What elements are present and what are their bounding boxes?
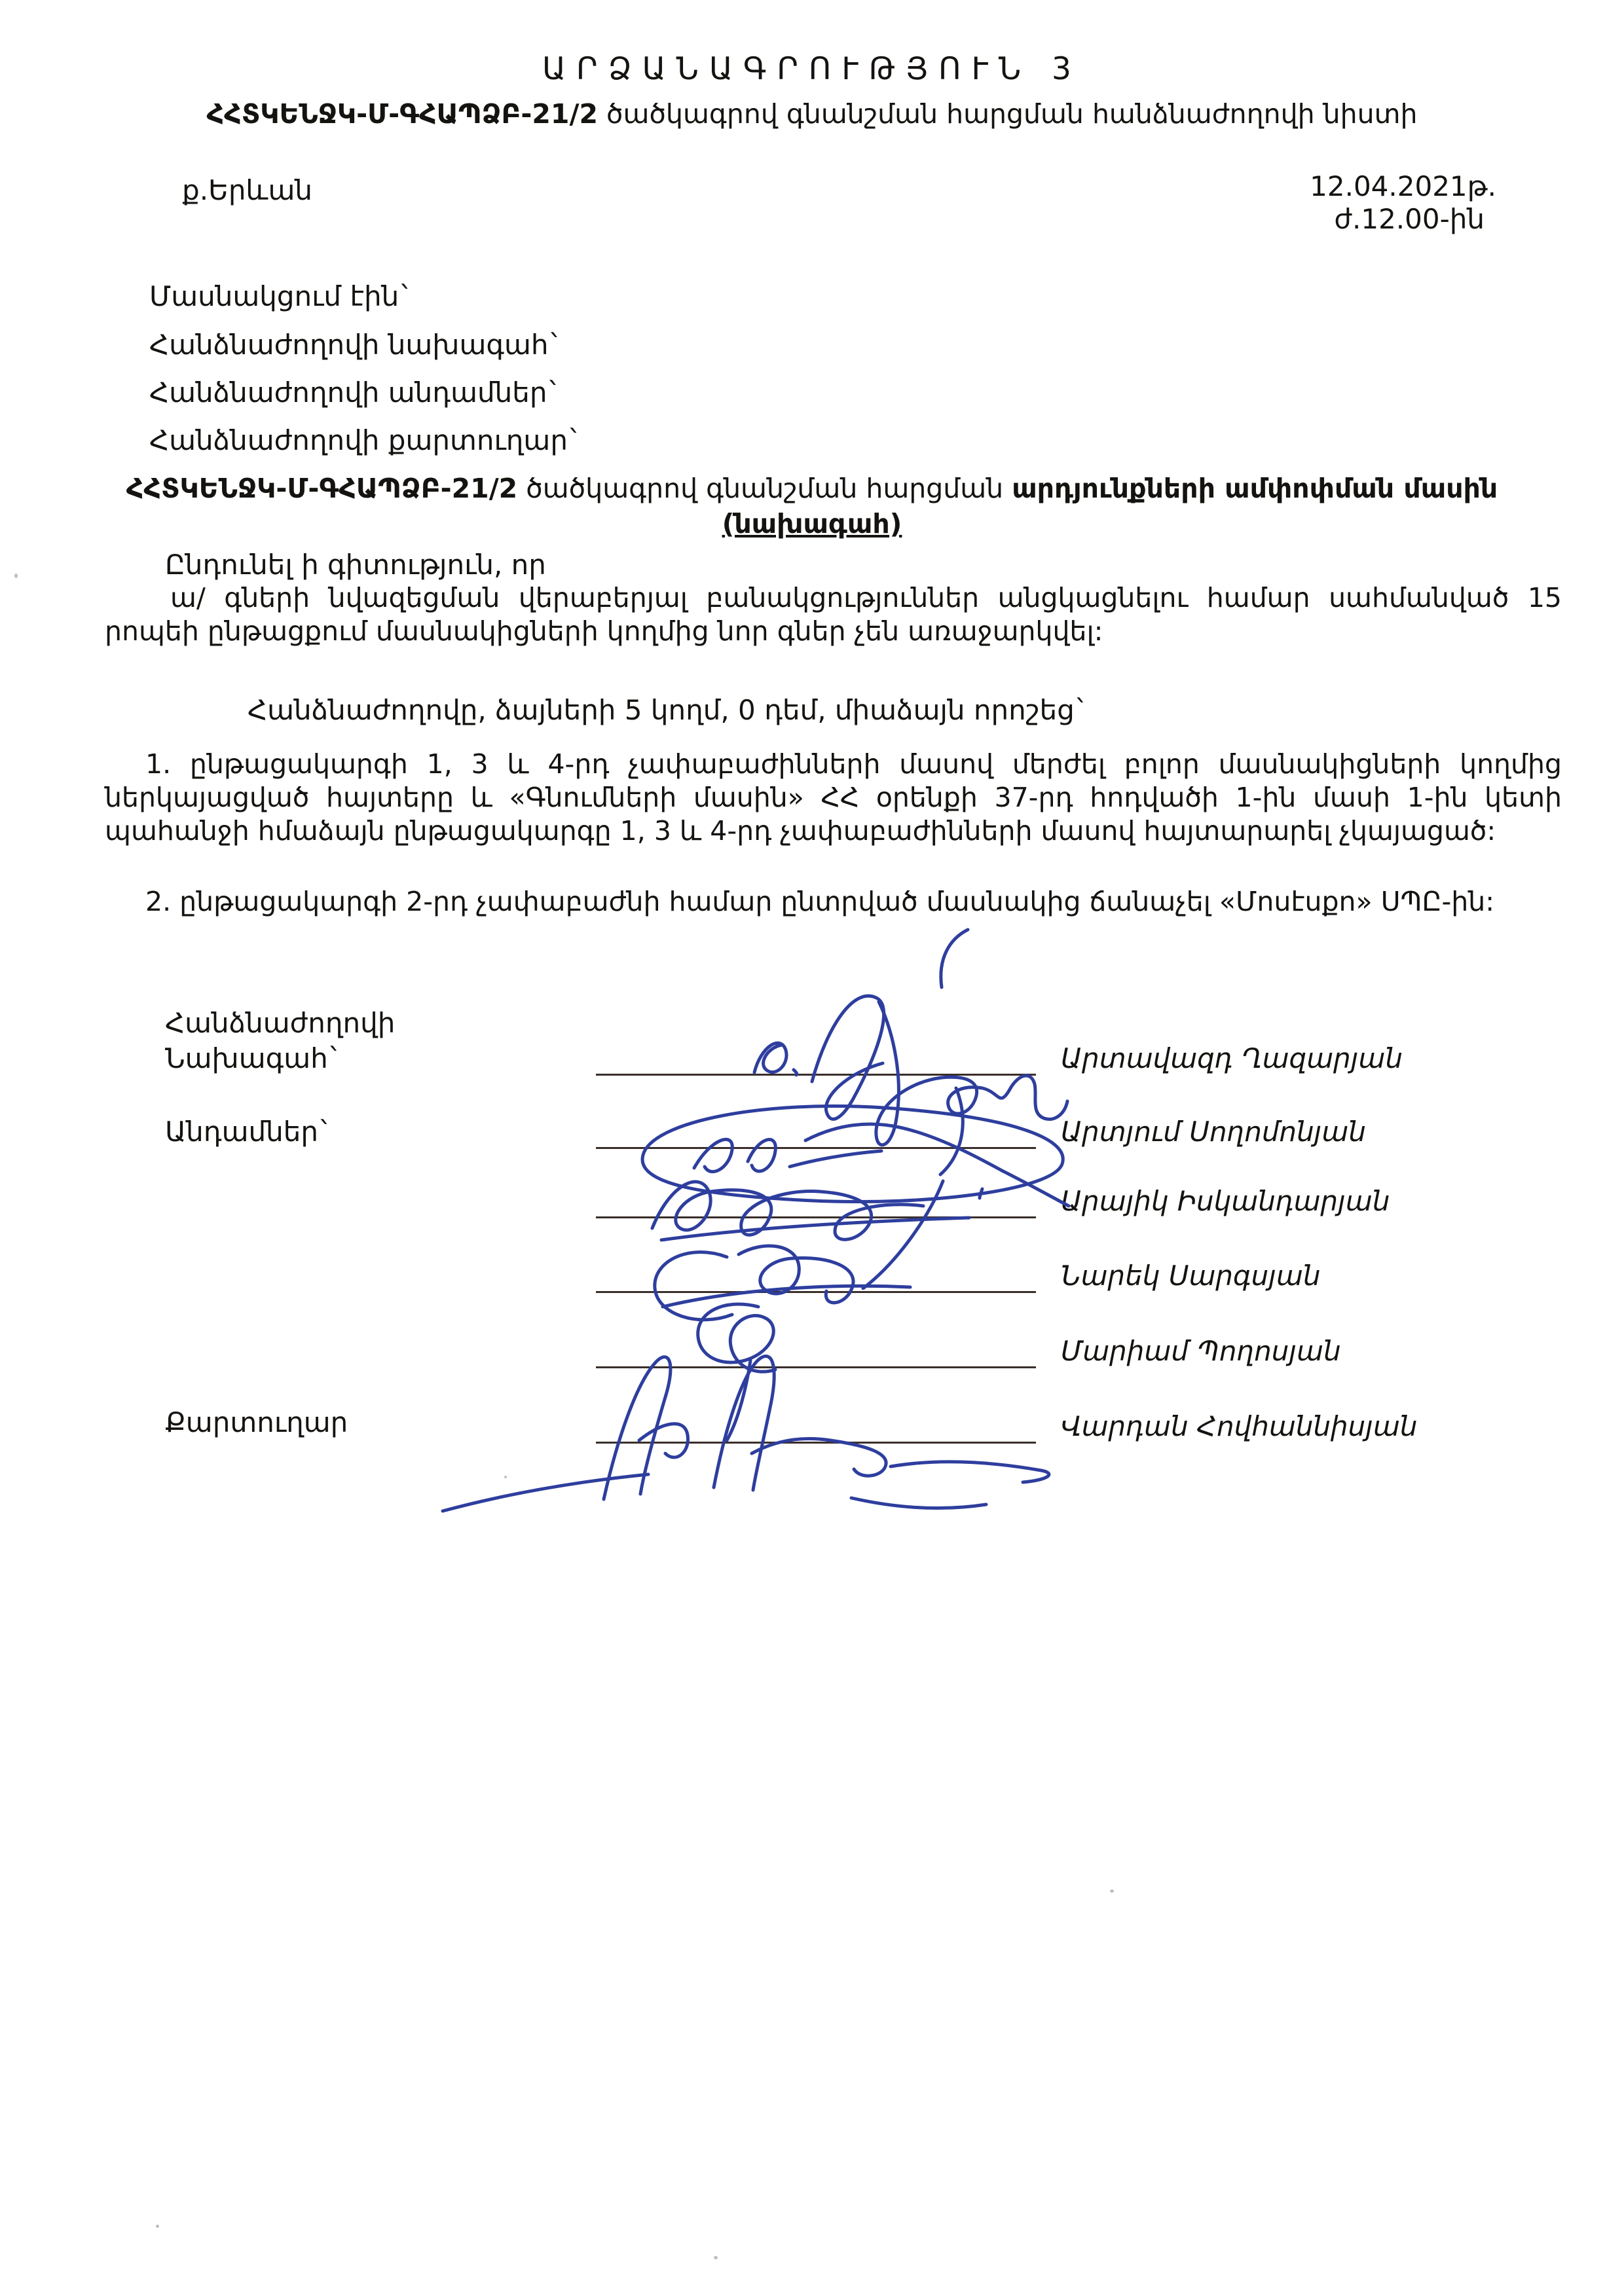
- document-subtitle-rest: ծածկագրով գնանշման հարցման հանձնաժողովի նիստի: [597, 98, 1418, 130]
- signature-ink-member-1: [609, 1079, 1094, 1220]
- signature-line-secretary: [596, 1442, 1036, 1444]
- signature-ink-strokes: [698, 1304, 775, 1440]
- document-subtitle: [46, 98, 1578, 130]
- signature-ink-strokes: [655, 1246, 910, 1320]
- attendance-intro: Մասնակցում էին`: [149, 280, 413, 312]
- decision-item-2: 2. ընթացակարգի 2-րդ չափաբաժնի համար ընտրված մասնակից ճանաչել «Մոսէսքո» ՍՊԸ-ին:: [145, 886, 1495, 917]
- scan-speck: [14, 574, 18, 578]
- signer-name-president: Արտավազդ Ղազարյան: [1061, 1042, 1403, 1074]
- signer-name-member-2: Արայիկ Իսկանդարյան: [1061, 1185, 1390, 1217]
- signature-ink-secretary: [432, 1342, 1087, 1532]
- signature-line-member-3: [596, 1291, 1036, 1293]
- signer-name-member-3: Նարեկ Սարգսյան: [1061, 1260, 1321, 1292]
- members-label: Անդամներ`: [165, 1116, 333, 1148]
- date-time-block: [1179, 170, 1496, 236]
- president-label-line1: Հանձնաժողովի: [165, 1007, 396, 1039]
- decision-item-1: 1. ընթացակարգի 1, 3 և 4-րդ չափաբաժինների մասով մերժել բոլոր մասնակիցների կողմից ներկայացված հայտերը և «Գնումների մասին» ՀՀ օրենքի 37-րդ հոդվածի 1-ին մասի 1-ին կետի պահանջի հմաձայն ընթացակարգը 1, 3 և 4-րդ չափաբաժինների մասով հայտարարել չկայացած:: [105, 748, 1562, 847]
- attendance-line-members: Հանձնաժողովի անդամներ`: [149, 376, 561, 409]
- signature-ink-strokes: [754, 930, 1067, 1175]
- signature-ink-member-4: [622, 1288, 845, 1442]
- signature-ink-strokes: [642, 1106, 1069, 1206]
- scan-speck: [714, 2256, 718, 2259]
- subject-title: [46, 473, 1578, 504]
- signature-line-member-2: [596, 1216, 1036, 1218]
- signer-name-member-1: Արտյում Սողոմոնյան: [1061, 1116, 1366, 1148]
- signature-ink-strokes: [652, 1181, 982, 1288]
- scan-speck: [156, 2225, 159, 2228]
- procurement-code: ՀՀՏԿԵՆՋԿ-Մ-ԳՀԱՊՁԲ-21/2: [206, 98, 598, 130]
- secretary-label: Քարտուղար: [165, 1406, 348, 1438]
- note-intro: Ընդունել ի գիտություն, որ: [165, 549, 546, 581]
- signature-line-member-4: [596, 1366, 1036, 1368]
- signer-name-secretary: Վարդան Հովհաննիսյան: [1061, 1410, 1418, 1442]
- scan-speck: [1110, 1889, 1114, 1893]
- signature-ink-member-3: [622, 1219, 923, 1353]
- attendance-line-secretary: Հանձնաժողովի քարտուղար`: [149, 424, 581, 456]
- decision-intro: Հանձնաժողովը, ձայների 5 կողմ, 0 դեմ, միաձայն որոշեց`: [248, 694, 1088, 726]
- subject-code: ՀՀՏԿԵՆՋԿ-Մ-ԳՀԱՊՁԲ-21/2: [126, 473, 518, 504]
- president-label-line2: Նախագահ`: [165, 1042, 342, 1074]
- signature-ink-strokes: [443, 1356, 1049, 1511]
- paragraph-point-a: ա/ գների նվազեցման վերաբերյալ բանակցություններ անցկացնելու համար սահմանված 15 րոպեի ընթացքում մասնակիցների կողմից նոր գներ չեն առաջարկվել:: [105, 582, 1562, 647]
- signature-line-member-1: [596, 1147, 1036, 1149]
- subject-subline: (նախագահ): [722, 508, 902, 539]
- time-label: ժ.12.00-ին: [1334, 203, 1485, 236]
- city-label: ք.Երևան: [182, 174, 313, 206]
- signer-name-member-4: Մարիամ Պողոսյան: [1061, 1335, 1341, 1367]
- date-label: 12.04.2021թ.: [1310, 170, 1496, 202]
- document-title: ԱՐՁԱՆԱԳՐՈՒԹՅՈՒՆ 3: [542, 51, 1082, 87]
- subject-middle: ծածկագրով գնանշման հարցման: [517, 473, 1012, 504]
- scan-speck: [504, 1476, 507, 1478]
- subject-bold: արդյունքների ամփոփման մասին: [1012, 473, 1498, 504]
- signature-line-president: [596, 1074, 1036, 1076]
- attendance-line-president: Հանձնաժողովի նախագահ`: [149, 329, 563, 361]
